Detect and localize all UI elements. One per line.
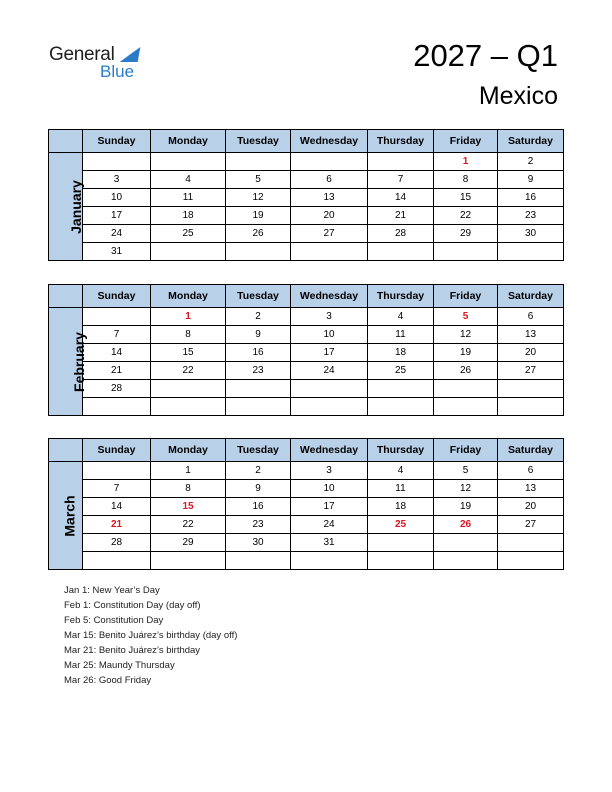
day-cell: 21 (368, 207, 434, 225)
day-cell: 4 (151, 171, 226, 189)
weekday-header: Wednesday (291, 285, 368, 308)
day-cell: 2 (498, 153, 564, 171)
week-row (49, 362, 564, 380)
weekday-header: Thursday (368, 439, 434, 462)
weekday-header: Wednesday (291, 130, 368, 153)
month-name: March (61, 494, 78, 537)
day-cell: 1 (434, 153, 498, 171)
month-side-header (49, 439, 83, 462)
day-cell: 22 (151, 516, 226, 534)
day-cell: 25 (151, 225, 226, 243)
day-cell (434, 380, 498, 398)
day-cell: 3 (83, 171, 151, 189)
day-cell (434, 552, 498, 570)
weekday-header: Sunday (83, 439, 151, 462)
day-cell (434, 243, 498, 261)
day-cell: 17 (291, 344, 368, 362)
day-cell (151, 153, 226, 171)
day-cell (151, 398, 226, 416)
week-row (49, 552, 564, 570)
day-cell (226, 243, 291, 261)
day-cell (498, 534, 564, 552)
holiday-note: Mar 25: Maundy Thursday (64, 660, 175, 671)
day-cell (368, 398, 434, 416)
week-row (49, 516, 564, 534)
day-cell: 7 (83, 326, 151, 344)
day-cell: 20 (291, 207, 368, 225)
weekday-header: Friday (434, 130, 498, 153)
day-cell: 16 (226, 344, 291, 362)
month-calendar-february (48, 284, 563, 416)
day-cell: 2 (226, 462, 291, 480)
day-cell (498, 552, 564, 570)
day-cell: 2 (226, 308, 291, 326)
week-row (49, 189, 564, 207)
day-cell (498, 380, 564, 398)
day-cell: 24 (291, 516, 368, 534)
day-cell: 15 (434, 189, 498, 207)
day-cell: 13 (291, 189, 368, 207)
day-cell: 15 (151, 498, 226, 516)
day-cell (291, 398, 368, 416)
day-cell: 14 (83, 344, 151, 362)
day-cell: 23 (498, 207, 564, 225)
day-cell: 14 (368, 189, 434, 207)
week-row (49, 308, 564, 326)
day-cell: 25 (368, 362, 434, 380)
holiday-note: Mar 26: Good Friday (64, 675, 152, 686)
country-title: Mexico (478, 82, 558, 110)
month-side-header (49, 130, 83, 153)
day-cell: 14 (83, 498, 151, 516)
day-cell (151, 552, 226, 570)
weekday-header: Friday (434, 439, 498, 462)
day-cell: 16 (226, 498, 291, 516)
holiday-notes (64, 583, 237, 688)
day-cell (83, 153, 151, 171)
day-cell: 7 (83, 480, 151, 498)
day-cell: 18 (368, 344, 434, 362)
day-cell (498, 243, 564, 261)
day-cell: 8 (151, 480, 226, 498)
weekday-header: Sunday (83, 285, 151, 308)
day-cell: 27 (291, 225, 368, 243)
day-cell: 9 (226, 326, 291, 344)
day-cell: 11 (151, 189, 226, 207)
day-cell: 28 (83, 534, 151, 552)
page-title: 2027 – Q1 (413, 38, 558, 73)
day-cell: 17 (291, 498, 368, 516)
day-cell: 20 (498, 344, 564, 362)
week-row (49, 171, 564, 189)
day-cell: 4 (368, 308, 434, 326)
day-cell (434, 534, 498, 552)
day-cell: 25 (368, 516, 434, 534)
day-cell (368, 153, 434, 171)
week-row (49, 243, 564, 261)
day-cell: 26 (434, 362, 498, 380)
day-cell (291, 380, 368, 398)
weekday-header: Tuesday (226, 285, 291, 308)
weekday-header: Wednesday (291, 439, 368, 462)
generalblue-logo (49, 44, 149, 84)
day-cell: 13 (498, 480, 564, 498)
week-row (49, 344, 564, 362)
day-cell: 30 (226, 534, 291, 552)
day-cell: 8 (151, 326, 226, 344)
day-cell (83, 398, 151, 416)
day-cell: 30 (498, 225, 564, 243)
day-cell: 3 (291, 308, 368, 326)
logo-general-text: General (49, 44, 115, 65)
holiday-note: Mar 21: Benito Juárez’s birthday (64, 645, 201, 656)
day-cell: 1 (151, 308, 226, 326)
weekday-header: Friday (434, 285, 498, 308)
day-cell: 21 (83, 362, 151, 380)
logo-blue-text: Blue (100, 62, 135, 81)
day-cell: 6 (498, 462, 564, 480)
holiday-note: Feb 1: Constitution Day (day off) (64, 600, 201, 611)
day-cell: 29 (151, 534, 226, 552)
day-cell: 9 (226, 480, 291, 498)
day-cell: 10 (291, 480, 368, 498)
month-label-cell (49, 462, 83, 570)
day-cell (226, 552, 291, 570)
day-cell: 28 (83, 380, 151, 398)
day-cell (368, 243, 434, 261)
weekday-header: Monday (151, 130, 226, 153)
weekday-header: Tuesday (226, 130, 291, 153)
weekday-header: Thursday (368, 130, 434, 153)
day-cell: 29 (434, 225, 498, 243)
month-calendar-january (48, 129, 563, 261)
day-cell: 13 (498, 326, 564, 344)
day-cell: 1 (151, 462, 226, 480)
day-cell (226, 380, 291, 398)
day-cell (83, 308, 151, 326)
day-cell: 19 (226, 207, 291, 225)
day-cell: 8 (434, 171, 498, 189)
weekday-header: Thursday (368, 285, 434, 308)
week-row (49, 225, 564, 243)
day-cell: 11 (368, 480, 434, 498)
day-cell: 4 (368, 462, 434, 480)
day-cell: 15 (151, 344, 226, 362)
day-cell: 28 (368, 225, 434, 243)
day-cell (83, 462, 151, 480)
week-row (49, 153, 564, 171)
day-cell: 21 (83, 516, 151, 534)
month-side-header (49, 285, 83, 308)
calendar-table (48, 129, 564, 261)
week-row (49, 326, 564, 344)
day-cell: 26 (434, 516, 498, 534)
weekday-header: Monday (151, 285, 226, 308)
week-row (49, 207, 564, 225)
week-row (49, 480, 564, 498)
logo-triangle-icon (120, 47, 141, 62)
month-name: January (67, 179, 84, 234)
holiday-note: Mar 15: Benito Juárez’s birthday (day off) (64, 630, 238, 641)
day-cell: 18 (151, 207, 226, 225)
week-row (49, 380, 564, 398)
day-cell (291, 552, 368, 570)
week-row (49, 498, 564, 516)
day-cell (368, 552, 434, 570)
month-calendar-march (48, 438, 563, 570)
month-name: February (70, 331, 87, 392)
weekday-header: Saturday (498, 439, 564, 462)
day-cell: 10 (291, 326, 368, 344)
day-cell: 6 (498, 308, 564, 326)
day-cell: 16 (498, 189, 564, 207)
week-row (49, 534, 564, 552)
day-cell: 22 (151, 362, 226, 380)
month-label-cell (49, 308, 87, 416)
day-cell: 7 (368, 171, 434, 189)
day-cell: 31 (83, 243, 151, 261)
day-cell (434, 398, 498, 416)
weekday-header: Monday (151, 439, 226, 462)
day-cell: 3 (291, 462, 368, 480)
day-cell: 23 (226, 516, 291, 534)
month-label-cell (49, 153, 83, 261)
day-cell (498, 398, 564, 416)
day-cell: 20 (498, 498, 564, 516)
day-cell: 22 (434, 207, 498, 225)
day-cell: 5 (226, 171, 291, 189)
day-cell (226, 398, 291, 416)
day-cell: 10 (83, 189, 151, 207)
weekday-header: Saturday (498, 285, 564, 308)
day-cell: 5 (434, 462, 498, 480)
day-cell: 27 (498, 362, 564, 380)
day-cell: 24 (291, 362, 368, 380)
day-cell: 19 (434, 498, 498, 516)
day-cell: 9 (498, 171, 564, 189)
day-cell (368, 380, 434, 398)
day-cell: 18 (368, 498, 434, 516)
day-cell: 19 (434, 344, 498, 362)
weekday-header: Saturday (498, 130, 564, 153)
day-cell: 23 (226, 362, 291, 380)
day-cell: 31 (291, 534, 368, 552)
day-cell (83, 552, 151, 570)
day-cell: 12 (434, 326, 498, 344)
day-cell: 24 (83, 225, 151, 243)
holiday-note: Feb 5: Constitution Day (64, 615, 164, 626)
day-cell: 27 (498, 516, 564, 534)
day-cell: 5 (434, 308, 498, 326)
weekday-header: Sunday (83, 130, 151, 153)
weekday-header: Tuesday (226, 439, 291, 462)
holiday-note: Jan 1: New Year’s Day (64, 585, 160, 596)
day-cell (226, 153, 291, 171)
calendar-table (48, 438, 564, 570)
week-row (49, 462, 564, 480)
day-cell: 12 (226, 189, 291, 207)
day-cell: 12 (434, 480, 498, 498)
day-cell: 6 (291, 171, 368, 189)
day-cell (151, 243, 226, 261)
day-cell (151, 380, 226, 398)
day-cell: 26 (226, 225, 291, 243)
day-cell (368, 534, 434, 552)
day-cell (291, 243, 368, 261)
day-cell: 17 (83, 207, 151, 225)
day-cell: 11 (368, 326, 434, 344)
calendar-table (48, 284, 564, 416)
day-cell (291, 153, 368, 171)
week-row (49, 398, 564, 416)
